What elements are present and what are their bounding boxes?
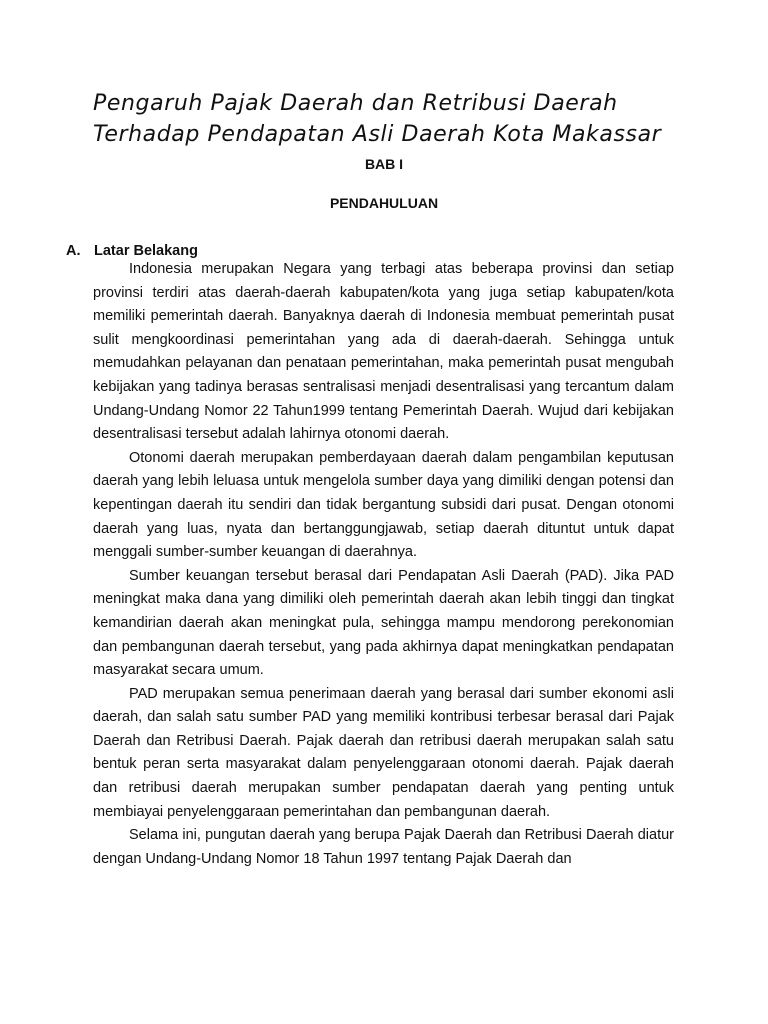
paragraph: Indonesia merupakan Negara yang terbagi atas beberapa provinsi dan setiap provinsi terdiri atas daerah-daerah kabupaten/kota yang juga setiap kabupaten/kota memiliki pemerintah daerah. Banyaknya daerah di Indonesia membuat pemerintah pusat sulit mengkoordinasi pemerintahan yang ada di daerah-daerah. Sehingga untuk memudahkan pelayanan dan penataan pemerintahan, maka pemerintah pusat mengubah kebijakan yang tadinya berasas sentralisasi menjadi desentralisasi yang tercantum dalam Undang-Undang Nomor 22 Tahun1999 tentang Pemerintah Daerah. Wujud dari kebijakan desentralisasi tersebut adalah lahirnya otonomi daerah. — [93, 261, 674, 443]
document-title — [93, 88, 733, 150]
document-title-line-1: Pengaruh Pajak Daerah dan Retribusi Daerah — [93, 91, 618, 116]
paragraph: PAD merupakan semua penerimaan daerah yang berasal dari sumber ekonomi asli daerah, dan salah satu sumber PAD yang memiliki kontribusi terbesar berasal dari Pajak Daerah dan Retribusi Daerah. Pajak daerah dan retribusi daerah merupakan salah satu bentuk peran serta masyarakat dalam penyelenggaraan otonomi daerah. Pajak daerah dan retribusi daerah merupakan sumber pendapatan daerah yang penting untuk membiayai penyelenggaraan pemerintahan dan pembangunan daerah. — [93, 685, 674, 820]
body-text — [93, 258, 674, 871]
document-title-line-2: Terhadap Pendapatan Asli Daerah Kota Makassar — [93, 122, 662, 147]
section-title: Latar Belakang — [94, 243, 198, 259]
chapter-label: BAB I — [364, 156, 404, 172]
chapter-title: PENDAHULUAN — [329, 195, 439, 211]
paragraph: Otonomi daerah merupakan pemberdayaan daerah dalam pengambilan keputusan daerah yang lebih leluasa untuk mengelola sumber daya yang dimiliki dengan potensi dan kepentingan daerah itu sendiri dan tidak bergantung subsidi dari pusat. Dengan otonomi daerah yang luas, nyata dan bertanggungjawab, setiap daerah dituntut untuk dapat menggali sumber-sumber keuangan di daerahnya. — [93, 449, 674, 561]
section-letter: A. — [66, 243, 81, 259]
paragraph: Sumber keuangan tersebut berasal dari Pendapatan Asli Daerah (PAD). Jika PAD meningkat maka dana yang dimiliki oleh pemerintah daerah akan lebih tinggi dan tingkat kemandirian daerah akan meningkat pula, sehingga mampu mendorong perekonomian dan pembangunan daerah tersebut, yang pada akhirnya dapat meningkatkan pendapatan masyarakat secara umum. — [93, 567, 674, 679]
paragraph: Selama ini, pungutan daerah yang berupa Pajak Daerah dan Retribusi Daerah diatur dengan Undang-Undang Nomor 18 Tahun 1997 tentang Pajak Daerah dan — [93, 827, 674, 867]
